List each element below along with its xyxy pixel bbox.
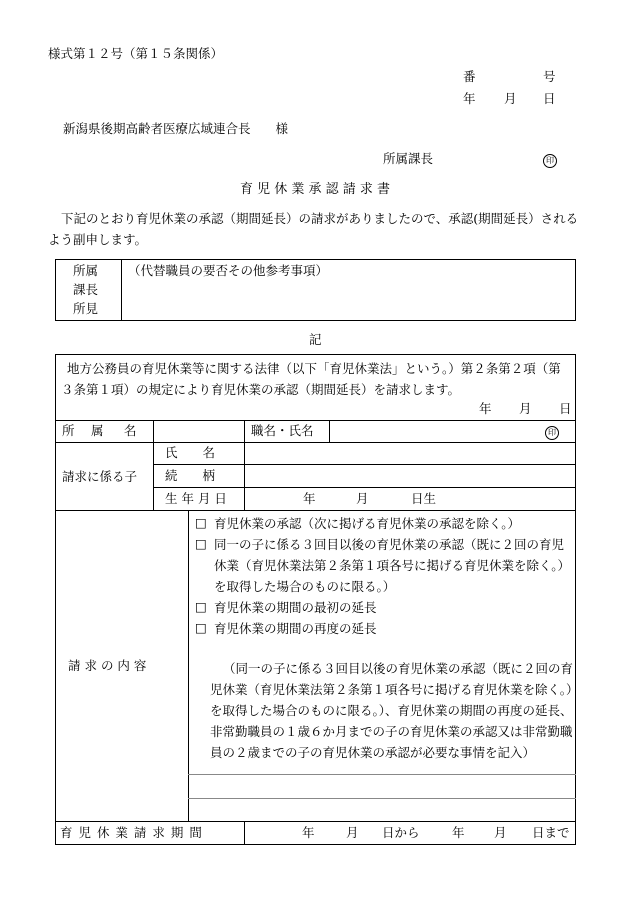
period-to-month: 月	[494, 825, 507, 840]
seal-mark: 印	[543, 153, 557, 168]
birth-year: 年	[303, 491, 316, 506]
child-birthdate-label: 生 年 月 日	[165, 491, 227, 506]
period-label: 育 児 休 業 請 求 期 間	[60, 825, 203, 840]
opinion-note: （代替職員の要否その他参考事項）	[128, 263, 329, 278]
opinion-label-line2: 課長	[73, 282, 99, 297]
content-note: （同一の子に係る３回目以後の育児休業の承認（既に２回の育児休業（育児休業法第２条第１項各号に掲げる育児休業を除く。）を取得した場合のものに限る。）、育児休業の期間の再度の延長、非常勤職員の１歳６か月までの子の育児休業の承認又は非常勤職員の２歳までの子の育児休業の承認が必要な事情を記入）	[210, 661, 574, 760]
request-statement: 地方公務員の育児休業等に関する法律（以下「育児休業法」という。）第２条第２項（第３条第１項）の規定により育児休業の承認（期間延長）を請求します。	[61, 361, 561, 397]
option-checkbox[interactable]: □	[195, 536, 207, 551]
period-to-year: 年	[452, 825, 465, 840]
form-number: 様式第１２号（第１５条関係）	[48, 46, 224, 61]
applicant-seal: 印	[545, 425, 559, 440]
period-from-month: 月	[346, 825, 359, 840]
addressee: 新潟県後期高齢者医療広域連合長 様	[63, 121, 289, 136]
intro-text: 下記のとおり育児休業の承認（期間延長）の請求がありましたので、承認(期間延長）されるよう副申します。	[48, 211, 579, 247]
request-year: 年	[479, 401, 492, 416]
doc-number-suffix: 号	[543, 69, 556, 84]
option-checkbox[interactable]: □	[195, 599, 207, 614]
birth-month: 月	[356, 491, 369, 506]
opinion-label-line3: 所見	[73, 301, 99, 316]
content-label: 請 求 の 内 容	[68, 658, 147, 673]
child-name-label: 氏 名	[165, 445, 216, 460]
document-title: 育 児 休 業 承 認 請 求 書	[239, 182, 391, 197]
option-checkbox[interactable]: □	[195, 515, 207, 530]
option-text: 育児休業の期間の再度の延長	[214, 621, 377, 636]
affiliation-label: 所 属 名	[62, 423, 137, 438]
header-day: 日	[543, 91, 556, 106]
request-month: 月	[519, 401, 532, 416]
period-from-day: 日から	[382, 825, 420, 840]
period-to-day: 日まで	[532, 825, 570, 840]
option-text: 育児休業の承認（次に掲げる育児休業の承認を除く。）	[214, 516, 521, 531]
option-text: 育児休業の期間の最初の延長	[214, 600, 377, 615]
option-checkbox[interactable]: □	[195, 620, 207, 635]
period-from-year: 年	[302, 825, 315, 840]
child-relation-label: 続 柄	[165, 468, 216, 483]
doc-number-label: 番	[463, 69, 476, 84]
request-day: 日	[559, 401, 572, 416]
ki-label: 記	[309, 332, 322, 347]
sender-title: 所属課長	[383, 151, 434, 166]
birth-day: 日生	[411, 491, 437, 506]
header-month: 月	[504, 91, 517, 106]
header-year: 年	[463, 91, 476, 106]
option-text: 同一の子に係る３回目以後の育児休業の承認（既に２回の育児休業（育児休業法第２条第１項各号に掲げる育児休業を除く。）を取得した場合のものに限る。）	[214, 537, 571, 594]
title-name-label: 職名・氏名	[251, 423, 314, 438]
child-label: 請求に係る子	[62, 469, 138, 484]
opinion-label-line1: 所属	[73, 263, 99, 278]
